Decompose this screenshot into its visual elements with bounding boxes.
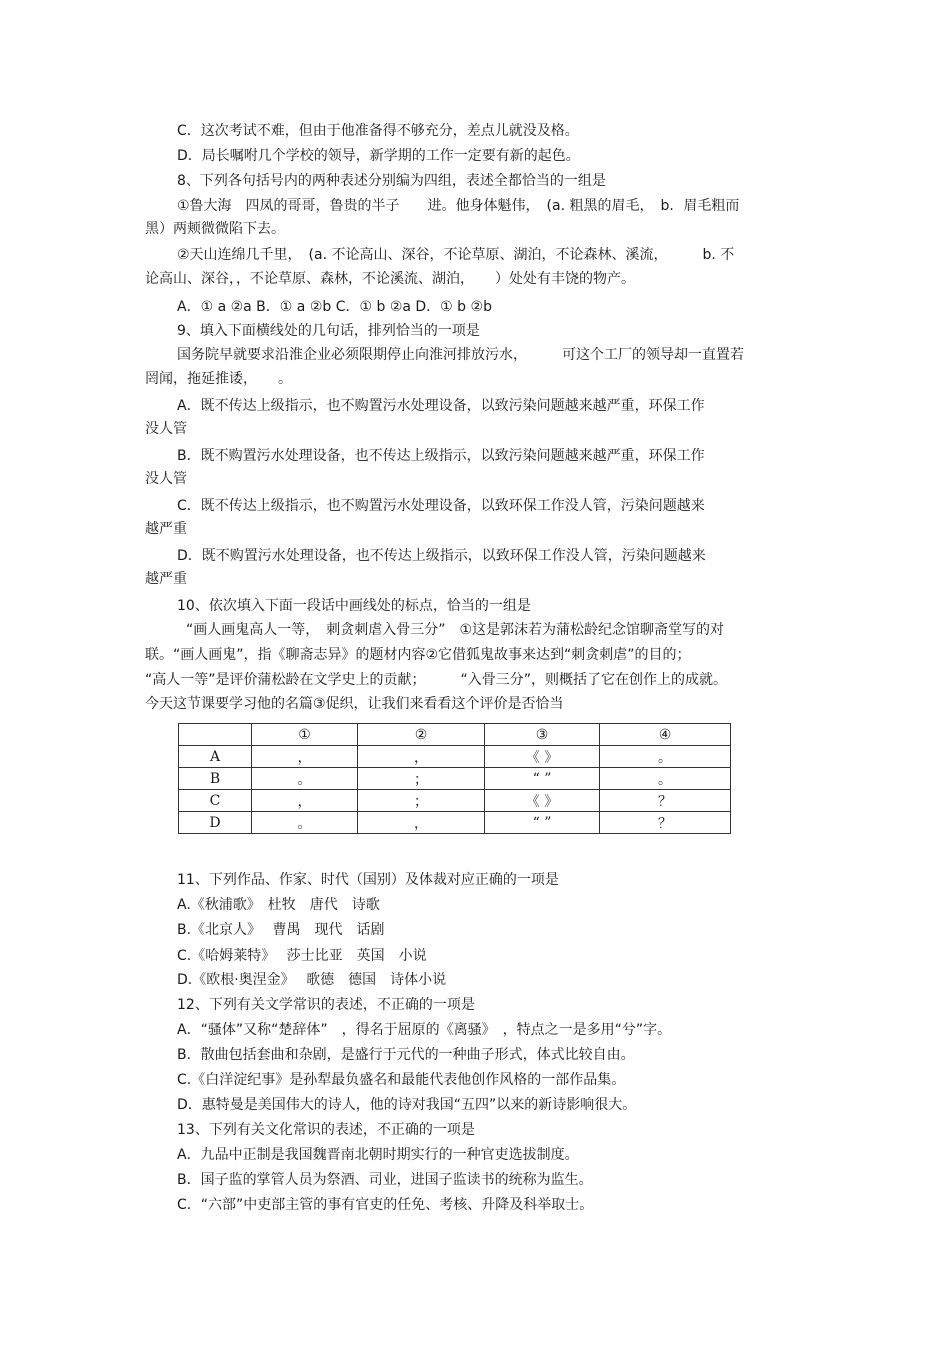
table-cell: ， (358, 746, 485, 768)
q7-option-c: C．这次考试不难，但由于他准备得不够充分，差点儿就没及格。 (177, 123, 579, 139)
q12-option-d: D．惠特曼是美国伟大的诗人，他的诗对我国“五四”以来的新诗影响很大。 (177, 1097, 637, 1113)
q12-option-b: B．散曲包括套曲和杂剧，是盛行于元代的一种曲子形式，体式比较自由。 (177, 1047, 635, 1063)
table-row (179, 812, 731, 834)
table-row (179, 768, 731, 790)
q11-option-a: A.《秋浦歌》 杜牧 唐代 诗歌 (177, 897, 380, 913)
q8-sentence-2: ②天山连绵几千里， (a. 不论高山、深谷，不论草原、湖泊，不论森林、溪流， b. 不 (177, 247, 735, 263)
table-cell: ④ (600, 724, 731, 746)
table-cell: C (179, 790, 252, 812)
q13-option-c: C．“六部”中吏部主管的事有官吏的任免、考核、升降及科举取士。 (177, 1197, 594, 1213)
table-cell: D (179, 812, 252, 834)
table-cell: ， (252, 746, 358, 768)
table-cell (179, 724, 252, 746)
q12-option-a: A．“骚体”又称“楚辞体” ，得名于屈原的《离骚》 ，特点之一是多用“兮”字。 (177, 1022, 672, 1038)
table-cell: B (179, 768, 252, 790)
punctuation-table (178, 723, 731, 834)
table-cell: 。 (600, 746, 731, 768)
q10-passage: “画人画鬼高人一等， 刺贪刺虐入骨三分” ①这是郭沫若为蒲松龄纪念馆聊斋堂写的对 (186, 622, 725, 638)
q10-stem: 10、依次填入下面一段话中画线处的标点，恰当的一组是 (177, 598, 531, 614)
table-cell: 。 (600, 768, 731, 790)
q12-option-c: C.《白洋淀纪事》是孙犁最负盛名和最能代表他创作风格的一部作品集。 (177, 1072, 626, 1088)
q9-option-d: D．既不购置污水处理设备，也不传达上级指示，以致环保工作没人管，污染问题越来 (177, 548, 706, 564)
q11-option-d: D.《欧根·奥涅金》 歌德 德国 诗体小说 (177, 972, 447, 988)
q11-option-b: B.《北京人》 曹禺 现代 话剧 (177, 922, 385, 938)
q9-option-b: B．既不购置污水处理设备，也不传达上级指示，以致污染问题越来越严重，环保工作 (177, 448, 705, 464)
q11-stem: 11、下列作品、作家、时代（国别）及体裁对应正确的一项是 (177, 872, 559, 888)
table-cell: ； (358, 768, 485, 790)
table-cell: 。 (252, 768, 358, 790)
q13-stem: 13、下列有关文化常识的表述，不正确的一项是 (177, 1122, 475, 1138)
q9-stem: 9、填入下面横线处的几句话，排列恰当的一项是 (177, 323, 480, 339)
table-cell: 。 (252, 812, 358, 834)
table-cell: ， (358, 812, 485, 834)
q9-passage: 国务院早就要求沿淮企业必须限期停止向淮河排放污水， 可这个工厂的领导却一直置若 (177, 347, 744, 363)
table-cell: “ ” (485, 768, 600, 790)
table-cell: ， (252, 790, 358, 812)
q13-option-a: A．九品中正制是我国魏晋南北朝时期实行的一种官吏选拔制度。 (177, 1147, 579, 1163)
table-cell: ？ (600, 790, 731, 812)
q10-passage-3: “高人一等”是评价蒲松龄在文学史上的贡献； “入骨三分”，则概括了它在创作上的成就。 (145, 672, 728, 688)
table-cell: ； (358, 790, 485, 812)
q9-option-a-cont: 没人管 (145, 421, 187, 437)
q9-passage-cont: 罔闻，拖延推诿， 。 (145, 371, 292, 387)
table-cell: ① (252, 724, 358, 746)
q9-option-c: C．既不传达上级指示，也不购置污水处理设备，以致环保工作没人管，污染问题越来 (177, 498, 705, 514)
q11-option-c: C.《哈姆莱特》 莎士比亚 英国 小说 (177, 948, 427, 964)
table-cell: 《 》 (485, 746, 600, 768)
table-header-row (179, 724, 731, 746)
table-cell: ③ (485, 724, 600, 746)
q10-passage-2: 联。“画人画鬼”，指《聊斋志异》的题材内容②它借狐鬼故事来达到“刺贪刺虐”的目的； (145, 647, 691, 663)
q8-sentence-2-cont: 论高山、深谷，，不论草原、森林，不论溪流、湖泊， ）处处有丰饶的物产。 (145, 271, 635, 287)
q8-stem: 8、下列各句括号内的两种表述分别编为四组，表述全都恰当的一组是 (177, 173, 606, 189)
q7-option-d: D．局长嘱咐几个学校的领导，新学期的工作一定要有新的起色。 (177, 148, 580, 164)
table-cell: 《 》 (485, 790, 600, 812)
q8-sentence-1: ①鲁大海 四凤的哥哥，鲁贵的半子 进。他身体魁伟， (a. 粗黑的眉毛， b．眉毛粗而 (177, 198, 740, 214)
q10-passage-4: 今天这节课要学习他的名篇③促织，让我们来看看这个评价是否恰当 (145, 696, 564, 712)
table-cell: A (179, 746, 252, 768)
q8-sentence-1-cont: 黑）两颊微微陷下去。 (145, 221, 285, 237)
q8-options: A．① a ②a B．① a ②b C．① b ②a D．① b ②b (177, 299, 492, 315)
q9-option-a: A．既不传达上级指示，也不购置污水处理设备，以致污染问题越来越严重，环保工作 (177, 398, 705, 414)
q13-option-b: B．国子监的掌管人员为祭酒、司业，进国子监读书的统称为监生。 (177, 1172, 593, 1188)
q9-option-b-cont: 没人管 (145, 471, 187, 487)
q9-option-c-cont: 越严重 (145, 521, 187, 537)
table-row (179, 790, 731, 812)
table-cell: “ ” (485, 812, 600, 834)
table-cell: ② (358, 724, 485, 746)
q9-option-d-cont: 越严重 (145, 571, 187, 587)
q12-stem: 12、下列有关文学常识的表述，不正确的一项是 (177, 997, 475, 1013)
table-row (179, 746, 731, 768)
table-cell: ？ (600, 812, 731, 834)
